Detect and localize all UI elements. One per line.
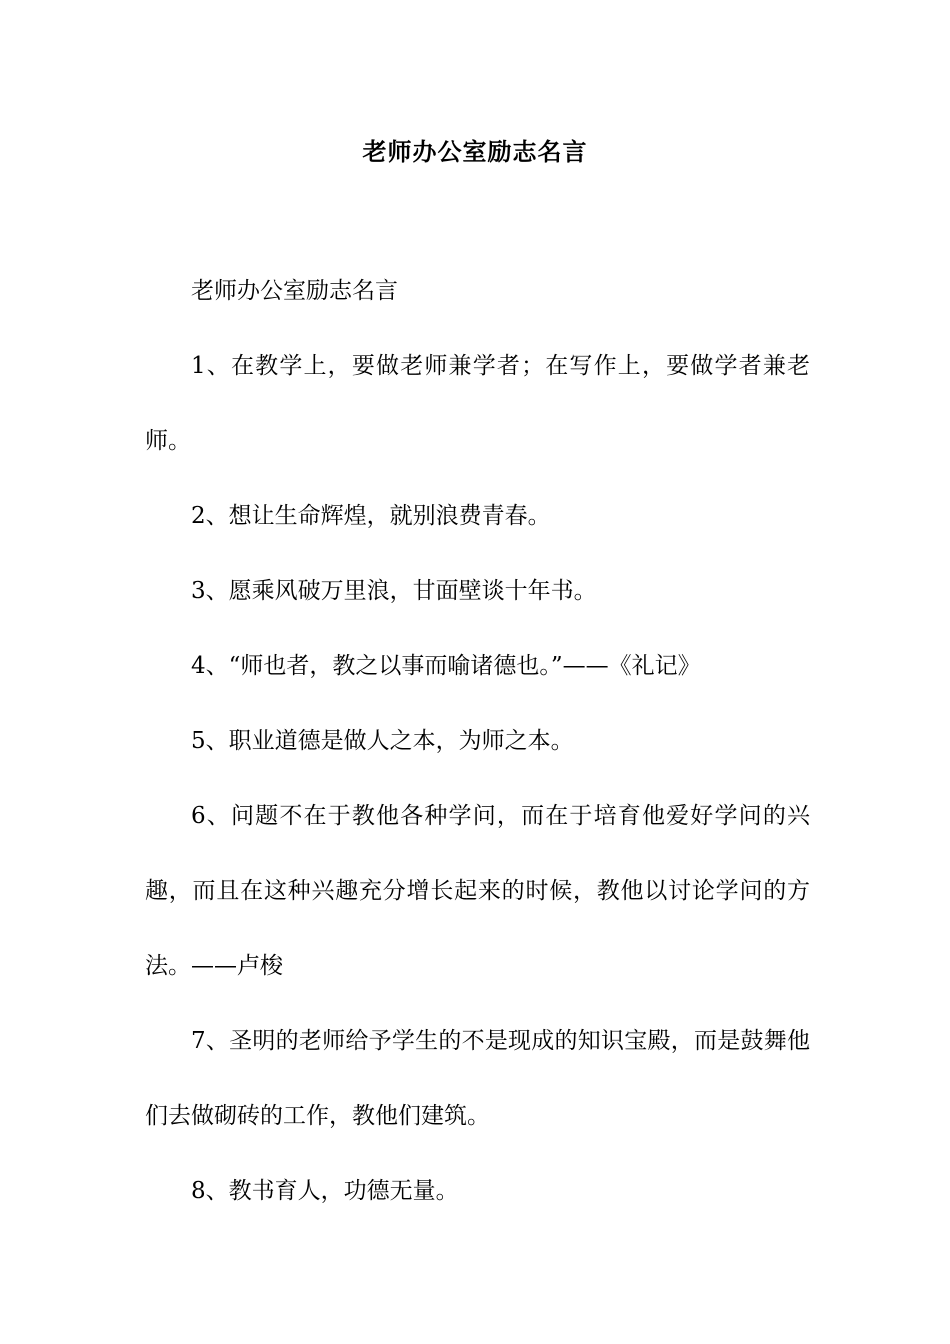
paragraph-quote-4: 4、“师也者，教之以事而喻诸德也。”——《礼记》	[191, 653, 701, 679]
paragraph-quote-8: 8、教书育人，功德无量。	[191, 1178, 459, 1204]
paragraph-quote-1: 1、在教学上，要做老师兼学者；在写作上，要做学者兼老师。	[145, 353, 810, 454]
paragraph-quote-6: 6、问题不在于教他各种学问，而在于培育他爱好学问的兴趣，而且在这种兴趣充分增长起来的时候，教他以讨论学问的方法。——卢梭	[145, 803, 810, 979]
paragraph-quote-5: 5、职业道德是做人之本，为师之本。	[191, 728, 574, 754]
paragraph-quote-7: 7、圣明的老师给予学生的不是现成的知识宝殿，而是鼓舞他们去做砌砖的工作，教他们建筑。	[145, 1028, 810, 1129]
paragraph-quote-2: 2、想让生命辉煌，就别浪费青春。	[191, 503, 551, 529]
document-body	[145, 254, 810, 1229]
paragraph-quote-3: 3、愿乘风破万里浪，甘面壁谈十年书。	[191, 578, 597, 604]
paragraph-heading: 老师办公室励志名言	[191, 278, 398, 304]
document-title: 老师办公室励志名言	[362, 138, 588, 166]
